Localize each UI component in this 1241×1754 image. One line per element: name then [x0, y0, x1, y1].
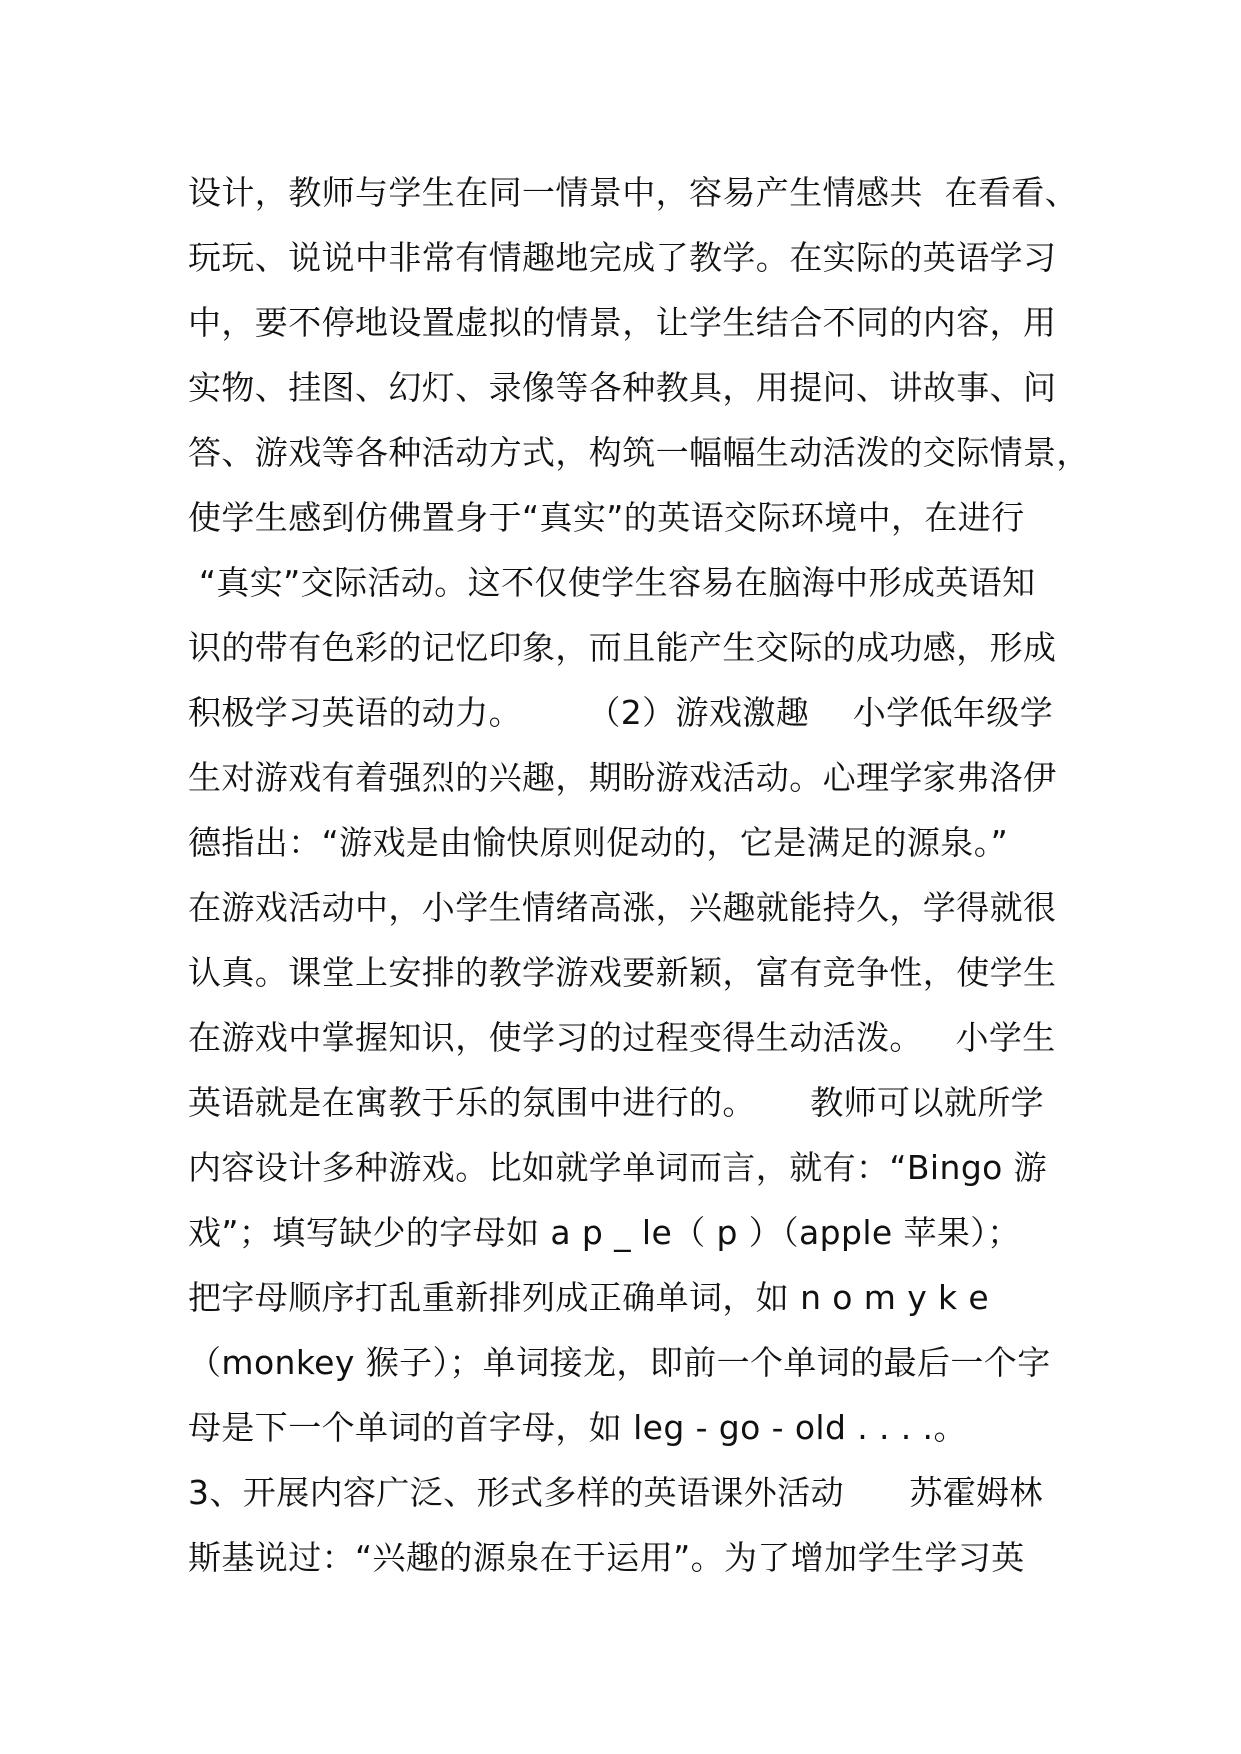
text-line: 母是下一个单词的首字母，如 leg - go - old . . . .。 [188, 1408, 967, 1447]
body-text [188, 160, 1090, 1590]
text-line: 答、游戏等各种活动方式，构筑一幅幅生动活泼的交际情景， [188, 433, 1090, 472]
text-line: “真实”交际活动。这不仅使学生容易在脑海中形成英语知 [188, 563, 1036, 602]
text-line: 使学生感到仿佛置身于“真实”的英语交际环境中，在进行 [188, 498, 1025, 537]
text-line: 内容设计多种游戏。比如就学单词而言，就有：“Bingo 游 [188, 1148, 1048, 1187]
text-line: 把字母顺序打乱重新排列成正确单词，如 n o m y k e [188, 1278, 990, 1317]
text-line: 德指出：“游戏是由愉快原则促动的，它是满足的源泉。” [188, 823, 1009, 862]
text-line: 英语就是在寓教于乐的氛围中进行的。 教师可以就所学 [188, 1083, 1045, 1122]
text-line: 生对游戏有着强烈的兴趣，期盼游戏活动。心理学家弗洛伊 [188, 758, 1057, 797]
text-line: 在游戏中掌握知识，使学习的过程变得生动活泼。 小学生 [188, 1018, 1056, 1057]
text-line: （monkey 猴子）；单词接龙，即前一个单词的最后一个字 [188, 1343, 1051, 1382]
text-line: 认真。课堂上安排的教学游戏要新颖，富有竞争性，使学生 [188, 953, 1057, 992]
text-line: 戏”；填写缺少的字母如 a p _ le（ p ）（apple 苹果）； [188, 1213, 1021, 1252]
text-line: 玩玩、说说中非常有情趣地完成了教学。在实际的英语学习 [188, 238, 1057, 277]
text-line: 在游戏活动中，小学生情绪高涨，兴趣就能持久，学得就很 [188, 888, 1057, 927]
text-line: 斯基说过：“兴趣的源泉在于运用”。为了增加学生学习英 [188, 1538, 1025, 1577]
text-line: 积极学习英语的动力。 （2）游戏激趣 小学低年级学 [188, 693, 1054, 732]
text-line: 设计，教师与学生在同一情景中，容易产生情感共 在看看、 [188, 173, 1079, 212]
text-line: 中，要不停地设置虚拟的情景，让学生结合不同的内容，用 [188, 303, 1057, 342]
text-line: 实物、挂图、幻灯、录像等各种教具，用提问、讲故事、问 [188, 368, 1057, 407]
text-line: 3、开展内容广泛、形式多样的英语课外活动 苏霍姆林 [188, 1473, 1043, 1512]
text-line: 识的带有色彩的记忆印象，而且能产生交际的成功感，形成 [188, 628, 1057, 667]
